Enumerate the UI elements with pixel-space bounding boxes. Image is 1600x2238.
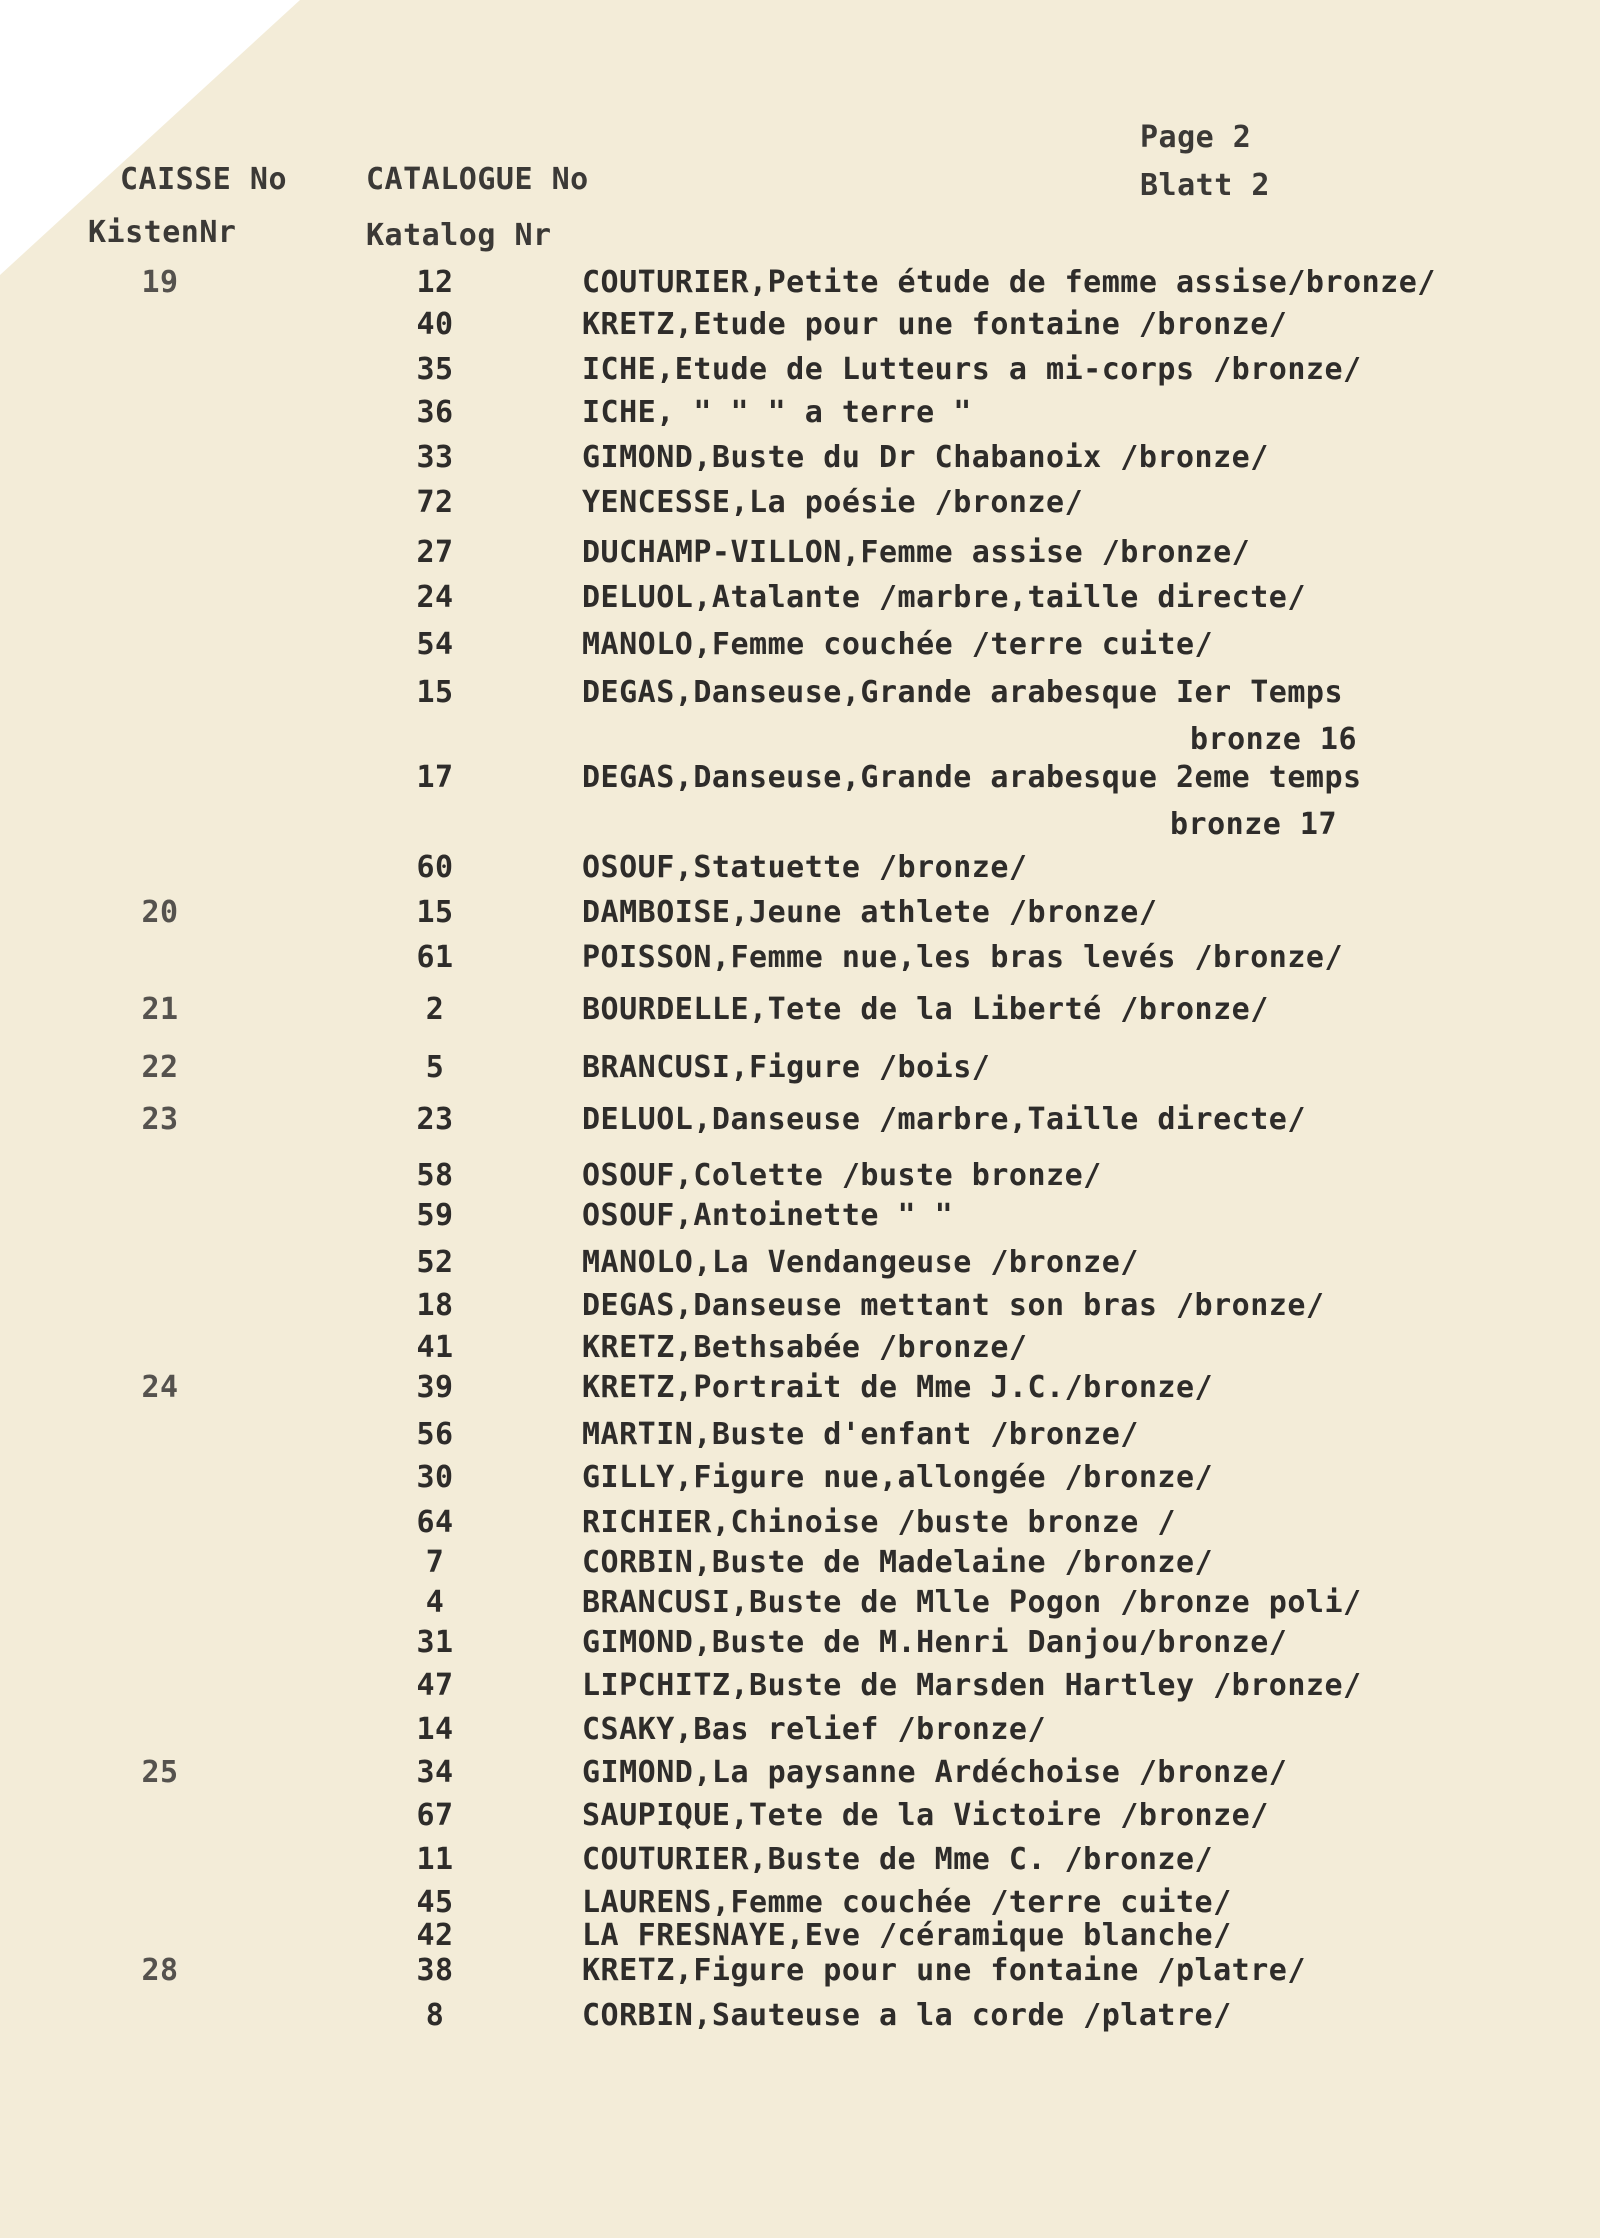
list-item [0, 265, 1600, 305]
artwork-description: SAUPIQUE,Tete de la Victoire /bronze/ [582, 1798, 1269, 1833]
artwork-description: KRETZ,Bethsabée /bronze/ [582, 1330, 1028, 1365]
artwork-description: KRETZ,Portrait de Mme J.C./bronze/ [582, 1370, 1214, 1405]
catalogue-number: 54 [416, 627, 454, 662]
caisse-number: 25 [141, 1755, 179, 1790]
catalogue-number: 41 [416, 1330, 454, 1365]
artwork-description: BRANCUSI,Buste de Mlle Pogon /bronze poli/ [582, 1585, 1362, 1620]
list-item [0, 1998, 1600, 2038]
catalogue-number: 18 [416, 1288, 454, 1323]
caisse-number: 22 [141, 1050, 179, 1085]
catalogue-number: 36 [416, 395, 454, 430]
catalogue-number: 30 [416, 1460, 454, 1495]
list-item [0, 1625, 1600, 1665]
list-item [0, 395, 1600, 435]
list-item [0, 1668, 1600, 1708]
artwork-description: OSOUF,Colette /buste bronze/ [582, 1158, 1102, 1193]
catalogue-number: 59 [416, 1198, 454, 1233]
caisse-number: 24 [141, 1370, 179, 1405]
catalogue-column-header: CATALOGUE No [366, 162, 589, 197]
artwork-description: LAURENS,Femme couchée /terre cuite/ [582, 1885, 1232, 1920]
list-item [0, 1755, 1600, 1795]
list-item [0, 1585, 1600, 1625]
artwork-description: YENCESSE,La poésie /bronze/ [582, 485, 1084, 520]
list-item [0, 535, 1600, 575]
catalogue-number: 12 [416, 265, 454, 300]
artwork-description: OSOUF,Antoinette " " [582, 1198, 954, 1233]
artwork-description: CORBIN,Sauteuse a la corde /platre/ [582, 1998, 1232, 2033]
catalogue-number: 15 [416, 895, 454, 930]
artwork-description: COUTURIER,Petite étude de femme assise/bronze/ [582, 265, 1436, 300]
catalogue-number: 2 [425, 992, 445, 1027]
catalogue-number: 31 [416, 1625, 454, 1660]
artwork-description: GIMOND,La paysanne Ardéchoise /bronze/ [582, 1755, 1288, 1790]
artwork-description-continued: bronze 16 [1190, 722, 1358, 757]
artwork-description: GILLY,Figure nue,allongée /bronze/ [582, 1460, 1214, 1495]
catalogue-number: 24 [416, 580, 454, 615]
artwork-description: KRETZ,Etude pour une fontaine /bronze/ [582, 307, 1288, 342]
artwork-description: DEGAS,Danseuse mettant son bras /bronze/ [582, 1288, 1325, 1323]
list-item [0, 352, 1600, 392]
catalogue-number: 23 [416, 1102, 454, 1137]
list-item [0, 895, 1600, 935]
list-item [0, 1370, 1600, 1410]
catalogue-number: 42 [416, 1918, 454, 1953]
catalogue-number: 27 [416, 535, 454, 570]
artwork-description: CORBIN,Buste de Madelaine /bronze/ [582, 1545, 1214, 1580]
artwork-description: MARTIN,Buste d'enfant /bronze/ [582, 1417, 1139, 1452]
caisse-number: 28 [141, 1953, 179, 1988]
artwork-description: LA FRESNAYE,Eve /céramique blanche/ [582, 1918, 1232, 1953]
list-item [0, 1918, 1600, 1958]
artwork-description-continued: bronze 17 [1170, 807, 1338, 842]
catalogue-number: 39 [416, 1370, 454, 1405]
list-item [0, 1842, 1600, 1882]
list-item [0, 1245, 1600, 1285]
catalogue-number: 11 [416, 1842, 454, 1877]
catalogue-number: 61 [416, 940, 454, 975]
catalogue-number: 14 [416, 1712, 454, 1747]
artwork-description: DEGAS,Danseuse,Grande arabesque 2eme temps [582, 760, 1362, 795]
list-item [0, 307, 1600, 347]
catalogue-number: 52 [416, 1245, 454, 1280]
catalogue-number: 47 [416, 1668, 454, 1703]
artwork-description: GIMOND,Buste du Dr Chabanoix /bronze/ [582, 440, 1269, 475]
page-number: Page 2 [1140, 120, 1252, 155]
list-item [0, 1545, 1600, 1585]
catalogue-number: 4 [425, 1585, 445, 1620]
catalogue-number: 7 [425, 1545, 445, 1580]
artwork-description: RICHIER,Chinoise /buste bronze / [582, 1505, 1176, 1540]
list-item [0, 1288, 1600, 1328]
catalogue-number: 64 [416, 1505, 454, 1540]
catalogue-number: 15 [416, 675, 454, 710]
list-item [0, 1330, 1600, 1370]
artwork-description: DELUOL,Atalante /marbre,taille directe/ [582, 580, 1306, 615]
caisse-number: 21 [141, 992, 179, 1027]
list-item [0, 580, 1600, 620]
kisten-column-header: KistenNr [88, 215, 237, 250]
catalogue-number: 34 [416, 1755, 454, 1790]
list-item [0, 1198, 1600, 1238]
artwork-description: DAMBOISE,Jeune athlete /bronze/ [582, 895, 1158, 930]
catalogue-number: 33 [416, 440, 454, 475]
blatt-number: Blatt 2 [1140, 168, 1270, 203]
list-item [0, 485, 1600, 525]
list-item [0, 1102, 1600, 1142]
list-item [0, 1505, 1600, 1545]
caisse-number: 23 [141, 1102, 179, 1137]
list-item [0, 1798, 1600, 1838]
list-item [0, 850, 1600, 890]
artwork-description: ICHE,Etude de Lutteurs a mi-corps /bronze/ [582, 352, 1362, 387]
list-item [0, 1050, 1600, 1090]
caisse-number: 19 [141, 265, 179, 300]
artwork-description: POISSON,Femme nue,les bras levés /bronze/ [582, 940, 1344, 975]
artwork-description: KRETZ,Figure pour une fontaine /platre/ [582, 1953, 1306, 1988]
list-item [0, 1460, 1600, 1500]
artwork-description: OSOUF,Statuette /bronze/ [582, 850, 1028, 885]
list-item [0, 1417, 1600, 1457]
artwork-description: ICHE, " " " a terre " [582, 395, 972, 430]
artwork-description: DEGAS,Danseuse,Grande arabesque Ier Temps [582, 675, 1344, 710]
list-item [0, 940, 1600, 980]
catalogue-number: 17 [416, 760, 454, 795]
artwork-description: LIPCHITZ,Buste de Marsden Hartley /bronze/ [582, 1668, 1362, 1703]
artwork-description: MANOLO,Femme couchée /terre cuite/ [582, 627, 1214, 662]
list-item [0, 440, 1600, 480]
artwork-description: BRANCUSI,Figure /bois/ [582, 1050, 991, 1085]
artwork-description: BOURDELLE,Tete de la Liberté /bronze/ [582, 992, 1269, 1027]
list-item [0, 760, 1600, 800]
artwork-description: COUTURIER,Buste de Mme C. /bronze/ [582, 1842, 1214, 1877]
catalogue-number: 38 [416, 1953, 454, 1988]
catalogue-number: 5 [425, 1050, 445, 1085]
catalogue-number: 56 [416, 1417, 454, 1452]
catalogue-number: 72 [416, 485, 454, 520]
list-item [0, 675, 1600, 715]
catalogue-number: 35 [416, 352, 454, 387]
catalogue-number: 8 [425, 1998, 445, 2033]
katalog-column-header: Katalog Nr [366, 218, 552, 253]
artwork-description: DUCHAMP-VILLON,Femme assise /bronze/ [582, 535, 1251, 570]
catalogue-number: 45 [416, 1885, 454, 1920]
list-item [0, 1712, 1600, 1752]
list-item [0, 992, 1600, 1032]
artwork-description: MANOLO,La Vendangeuse /bronze/ [582, 1245, 1139, 1280]
catalogue-number: 40 [416, 307, 454, 342]
catalogue-number: 60 [416, 850, 454, 885]
list-item [0, 1953, 1600, 1993]
artwork-description: GIMOND,Buste de M.Henri Danjou/bronze/ [582, 1625, 1288, 1660]
list-item [0, 1158, 1600, 1198]
catalogue-number: 58 [416, 1158, 454, 1193]
artwork-description: CSAKY,Bas relief /bronze/ [582, 1712, 1047, 1747]
caisse-column-header: CAISSE No [120, 162, 288, 197]
catalogue-number: 67 [416, 1798, 454, 1833]
list-item [0, 627, 1600, 667]
caisse-number: 20 [141, 895, 179, 930]
artwork-description: DELUOL,Danseuse /marbre,Taille directe/ [582, 1102, 1306, 1137]
